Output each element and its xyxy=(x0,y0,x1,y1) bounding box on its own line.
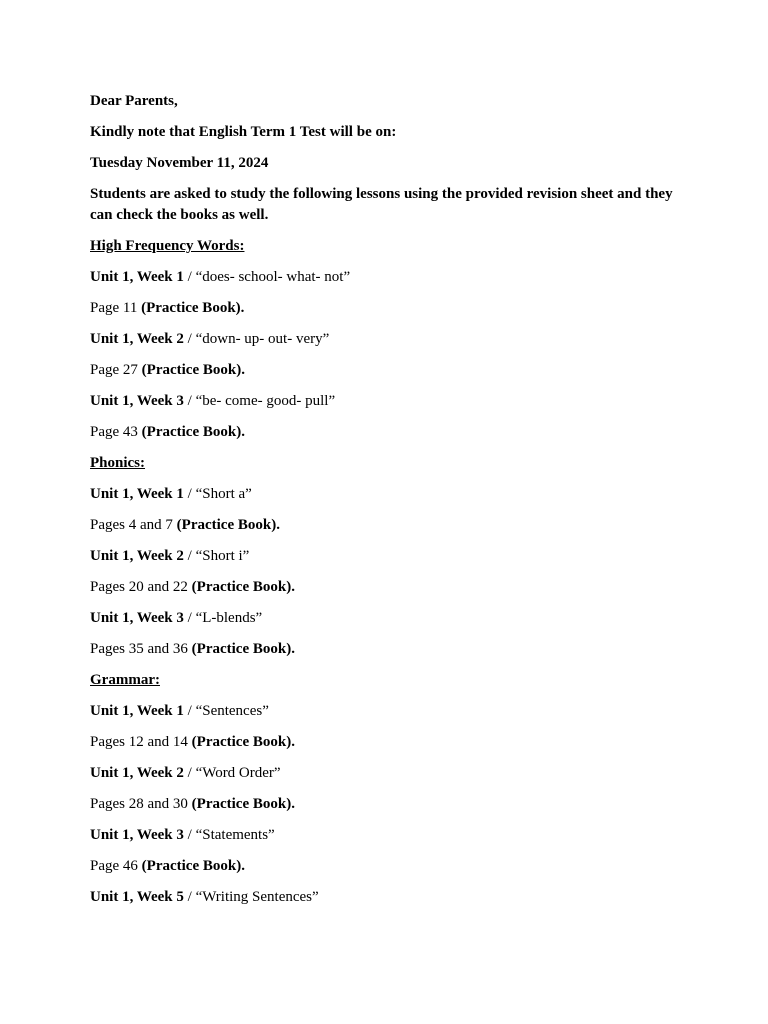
lesson-line xyxy=(90,825,690,846)
lesson-topic: / “Writing Sentences” xyxy=(183,889,319,905)
lesson-pages: Pages 20 and 22 xyxy=(90,579,192,595)
letter-body xyxy=(90,91,690,918)
lesson-line xyxy=(90,763,690,784)
lesson-unit: Unit 1, Week 1 xyxy=(90,703,184,719)
lesson-line xyxy=(90,267,690,288)
lesson-topic: / “L-blends” xyxy=(183,610,263,626)
book-name: (Practice Book). xyxy=(141,300,245,316)
test-date: Tuesday November 11, 2024 xyxy=(90,155,269,171)
pages-line xyxy=(90,794,690,815)
lesson-line xyxy=(90,701,690,722)
pages-line xyxy=(90,639,690,660)
lesson-unit: Unit 1, Week 3 xyxy=(90,827,184,843)
lesson-topic: / “down- up- out- very” xyxy=(183,331,330,347)
lesson-unit: Unit 1, Week 3 xyxy=(90,610,184,626)
lesson-line xyxy=(90,546,690,567)
lesson-topic: / “be- come- good- pull” xyxy=(183,393,336,409)
greeting: Dear Parents, xyxy=(90,93,178,109)
section-heading-grammar: Grammar: xyxy=(90,672,160,688)
lesson-topic: / “Statements” xyxy=(183,827,275,843)
lesson-unit: Unit 1, Week 2 xyxy=(90,331,184,347)
lesson-topic: / “does- school- what- not” xyxy=(183,269,351,285)
book-name: (Practice Book). xyxy=(191,796,295,812)
pages-line xyxy=(90,856,690,877)
lesson-pages: Pages 4 and 7 xyxy=(90,517,177,533)
lesson-line xyxy=(90,608,690,629)
pages-line xyxy=(90,422,690,443)
lesson-pages: Page 43 xyxy=(90,424,142,440)
lesson-unit: Unit 1, Week 3 xyxy=(90,393,184,409)
test-notice: Kindly note that English Term 1 Test will be on: xyxy=(90,124,397,140)
book-name: (Practice Book). xyxy=(176,517,280,533)
lesson-pages: Page 27 xyxy=(90,362,142,378)
lesson-pages: Page 46 xyxy=(90,858,142,874)
lesson-pages: Pages 35 and 36 xyxy=(90,641,192,657)
book-name: (Practice Book). xyxy=(141,424,245,440)
lesson-pages: Pages 28 and 30 xyxy=(90,796,192,812)
lesson-unit: Unit 1, Week 1 xyxy=(90,269,184,285)
book-name: (Practice Book). xyxy=(141,858,245,874)
lesson-unit: Unit 1, Week 2 xyxy=(90,765,184,781)
lesson-topic: / “Short i” xyxy=(183,548,250,564)
lesson-pages: Pages 12 and 14 xyxy=(90,734,192,750)
lesson-topic: / “Sentences” xyxy=(183,703,269,719)
book-name: (Practice Book). xyxy=(191,579,295,595)
section-heading-phonics: Phonics: xyxy=(90,455,146,471)
lesson-line xyxy=(90,329,690,350)
pages-line xyxy=(90,360,690,381)
lesson-topic: / “Short a” xyxy=(183,486,252,502)
pages-line xyxy=(90,577,690,598)
lesson-unit: Unit 1, Week 1 xyxy=(90,486,184,502)
pages-line xyxy=(90,298,690,319)
lesson-pages: Page 11 xyxy=(90,300,142,316)
lesson-unit: Unit 1, Week 5 xyxy=(90,889,184,905)
lesson-topic: / “Word Order” xyxy=(183,765,281,781)
book-name: (Practice Book). xyxy=(191,734,295,750)
lesson-unit: Unit 1, Week 2 xyxy=(90,548,184,564)
book-name: (Practice Book). xyxy=(191,641,295,657)
book-name: (Practice Book). xyxy=(141,362,245,378)
lesson-line xyxy=(90,484,690,505)
lesson-line xyxy=(90,887,690,908)
lesson-line xyxy=(90,391,690,412)
pages-line xyxy=(90,732,690,753)
section-heading-high-frequency-words: High Frequency Words: xyxy=(90,238,245,254)
study-instructions: Students are asked to study the following lessons using the provided revision sheet and they can check the books as well. xyxy=(90,186,673,223)
pages-line xyxy=(90,515,690,536)
